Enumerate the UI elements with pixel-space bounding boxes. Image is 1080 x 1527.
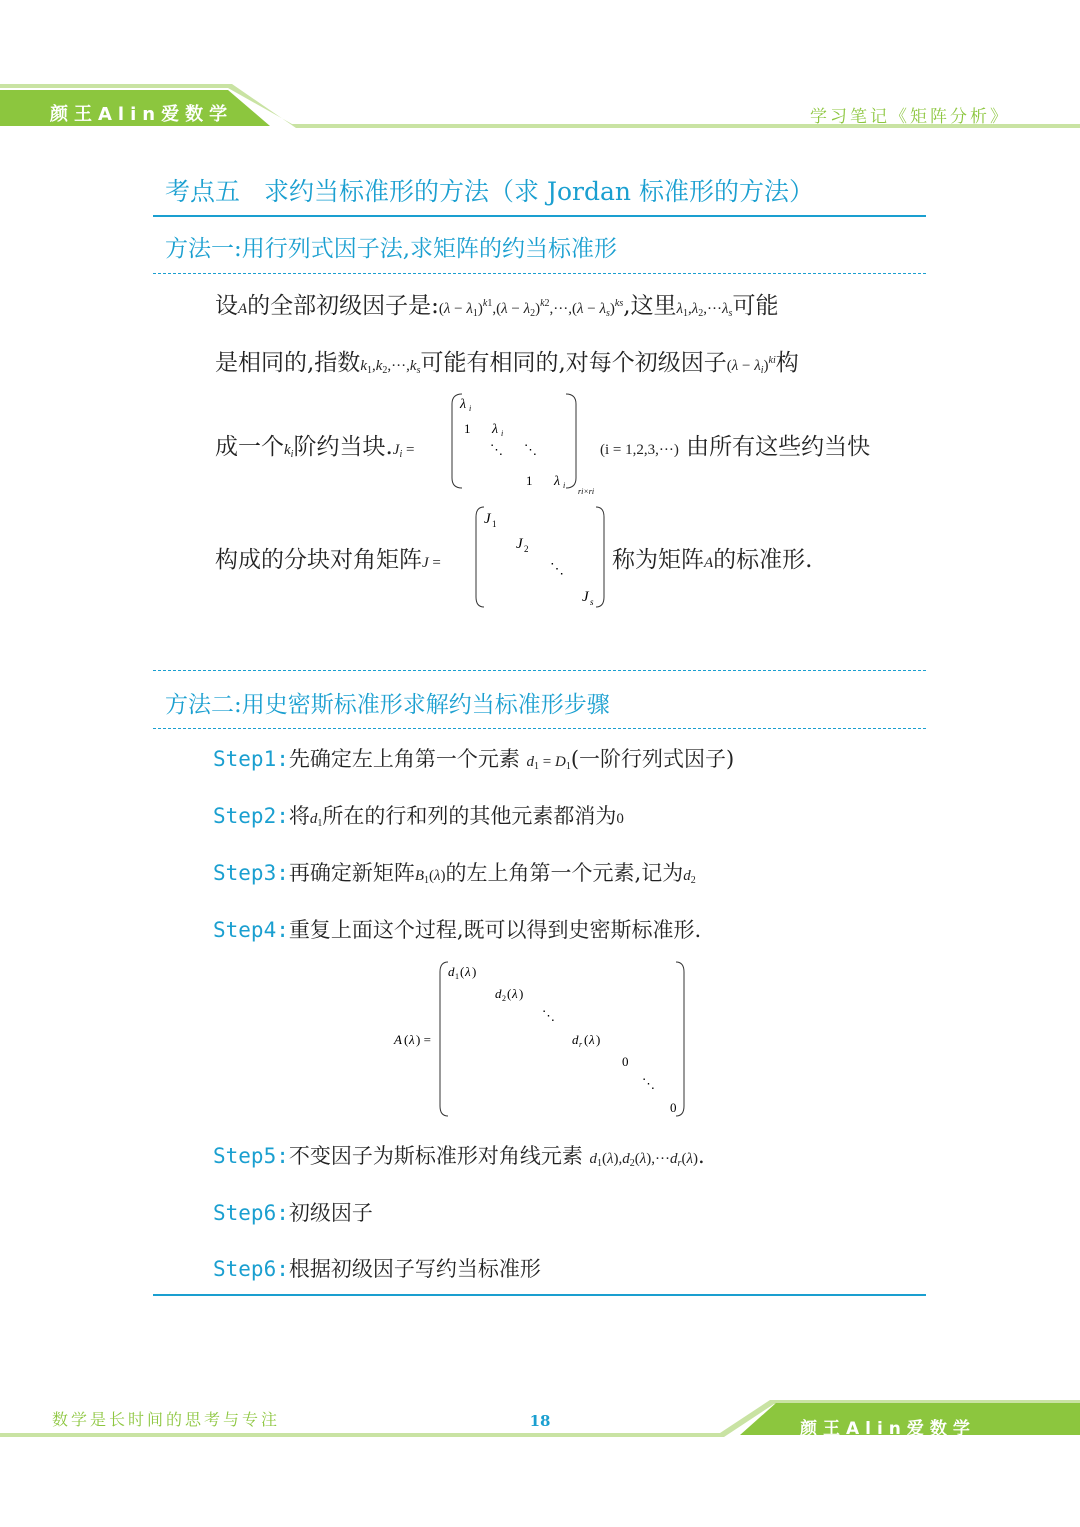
method2-title: 方法二:用史密斯标准形求解约当标准形步骤 — [165, 692, 610, 718]
svg-text:2: 2 — [524, 544, 529, 554]
svg-text:λ: λ — [492, 422, 499, 437]
header-notebook-title: 学习笔记《矩阵分析》 — [810, 107, 1010, 127]
svg-text:1: 1 — [464, 421, 471, 436]
svg-text:λ: λ — [460, 397, 467, 412]
svg-text:): ) — [472, 964, 477, 979]
svg-text:⋱: ⋱ — [642, 1076, 655, 1091]
svg-text:⋱: ⋱ — [550, 562, 564, 577]
svg-text:(: ( — [460, 964, 465, 979]
method2-divider — [153, 728, 926, 729]
svg-text:): ) — [596, 1032, 601, 1047]
svg-text:J: J — [582, 589, 589, 605]
page-number: 18 — [529, 1412, 551, 1430]
header-brand: 颜王Alin爱数学 — [50, 104, 234, 125]
svg-text:(: ( — [584, 1032, 589, 1047]
svg-text:d: d — [495, 986, 502, 1001]
svg-text:A: A — [394, 1032, 402, 1047]
invariant-factors: $d_1(\lambda),d_2(\lambda),\cdot\cdot\cdot d_r(\lambda)$ — [589, 1151, 698, 1169]
svg-text:) =: ) = — [416, 1032, 431, 1047]
step-2: Step2:将$d_1$所在的行和列的其他元素都消为0 — [213, 804, 624, 829]
section-title-text: 求约当标准形的方法（求 Jordan 标准形的方法） — [264, 177, 814, 206]
svg-text:⋱: ⋱ — [490, 442, 503, 457]
svg-text:⋱: ⋱ — [524, 442, 537, 457]
elementary-divisors-formula: $(\lambda - \lambda_1)^{k1},(\lambda - \lambda_2)^{k2},\cdot\cdot\cdot,(\lambda - \lambda_s)^{ks}$ — [438, 298, 624, 319]
svg-text:1: 1 — [492, 519, 497, 529]
method1-line4-right: 称为矩阵A的标准形. — [612, 547, 813, 573]
step-3: Step3:再确定新矩阵$B_1(\lambda)$的左上角第一个元素,记为$d_2$ — [213, 861, 696, 886]
svg-text:1: 1 — [455, 972, 459, 981]
svg-text:i: i — [501, 429, 504, 438]
svg-text:s: s — [590, 597, 594, 607]
step-6: Step6:初级因子 — [213, 1201, 373, 1225]
svg-text:i: i — [469, 404, 472, 413]
method1-line1: 设A的全部初级因子是:(λ − $\lambda_1)^{k1},(\lambda - \lambda_2)^{k2},\cdot\cdot\cdot,(\lambda - \lambda_s)^{ks}$,这里$\lambda_1,\lambda_2,\cdot\cdot\cdot\lambda_s$可能 — [215, 293, 779, 319]
svg-text:0: 0 — [670, 1100, 677, 1115]
method1-line3-left: 成一个$k_i$阶约当块$.J_i$ = — [215, 434, 415, 460]
svg-text:J: J — [516, 536, 523, 552]
step-7: Step6:根据初级因子写约当标准形 — [213, 1257, 541, 1281]
svg-text:J: J — [484, 511, 491, 527]
svg-text:i: i — [563, 481, 566, 490]
svg-text:λ: λ — [409, 1032, 415, 1047]
step-1: Step1:先确定左上角第一个元素 $d_1 = D_1$(一阶行列式因子) — [213, 747, 735, 772]
section-title — [165, 172, 814, 208]
svg-text:r: r — [579, 1040, 583, 1049]
jordan-block-matrix — [448, 390, 608, 498]
method2-top-divider — [153, 670, 926, 671]
footer-motto: 数学是长时间的思考与专注 — [52, 1410, 281, 1429]
svg-text:d: d — [448, 964, 455, 979]
step-5: Step5:不变因子为斯标准形对角线元素 $d_1(\lambda),d_2(\lambda),\cdot\cdot\cdot d_r(\lambda)$. — [213, 1144, 705, 1169]
svg-text:⋱: ⋱ — [542, 1008, 555, 1023]
block-diagonal-matrix — [470, 503, 615, 613]
svg-text:λ: λ — [512, 986, 518, 1001]
method1-line4-left: 构成的分块对角矩阵J = — [215, 547, 441, 573]
svg-text:λ: λ — [589, 1032, 595, 1047]
svg-text:d: d — [572, 1032, 579, 1047]
svg-text:): ) — [519, 986, 524, 1001]
method1-divider — [153, 273, 926, 274]
svg-text:λ: λ — [554, 474, 561, 489]
svg-text:1: 1 — [526, 473, 533, 488]
exponent-list: $k_1,k_2,\cdot\cdot\cdot,k_s$ — [360, 358, 421, 376]
step-4: Step4:重复上面这个过程,既可以得到史密斯标准形. — [213, 918, 702, 942]
footer-brand: 颜王Alin爱数学 — [800, 1419, 976, 1439]
method1-line2: 是相同的,指数$k_1,k_2,\cdot\cdot\cdot,k_s$可能有相同的,对每个初级因子$(\lambda - \lambda_i)^{ki}$构 — [215, 350, 799, 376]
section-underline — [153, 215, 926, 217]
svg-text:0: 0 — [622, 1054, 629, 1069]
eigenvalue-list: $\lambda_1,\lambda_2,\cdot\cdot\cdot\lambda_s$ — [676, 301, 733, 319]
svg-text:(: ( — [507, 986, 512, 1001]
smith-normal-form-matrix — [390, 958, 700, 1123]
svg-text:ri×ri: ri×ri — [578, 487, 595, 496]
elementary-divisor-i: $(\lambda - \lambda_i)^{ki}$ — [726, 355, 776, 376]
content-bottom-rule — [153, 1294, 926, 1296]
method1-title: 方法一:用行列式因子法,求矩阵的约当标准形 — [165, 236, 618, 262]
svg-text:2: 2 — [502, 994, 506, 1003]
section-title-prefix: 考点五 — [165, 177, 241, 206]
svg-text:λ: λ — [465, 964, 471, 979]
svg-text:(: ( — [404, 1032, 409, 1047]
method1-line3-right: (i = 1,2,3,···) 由所有这些约当快 — [600, 434, 871, 460]
